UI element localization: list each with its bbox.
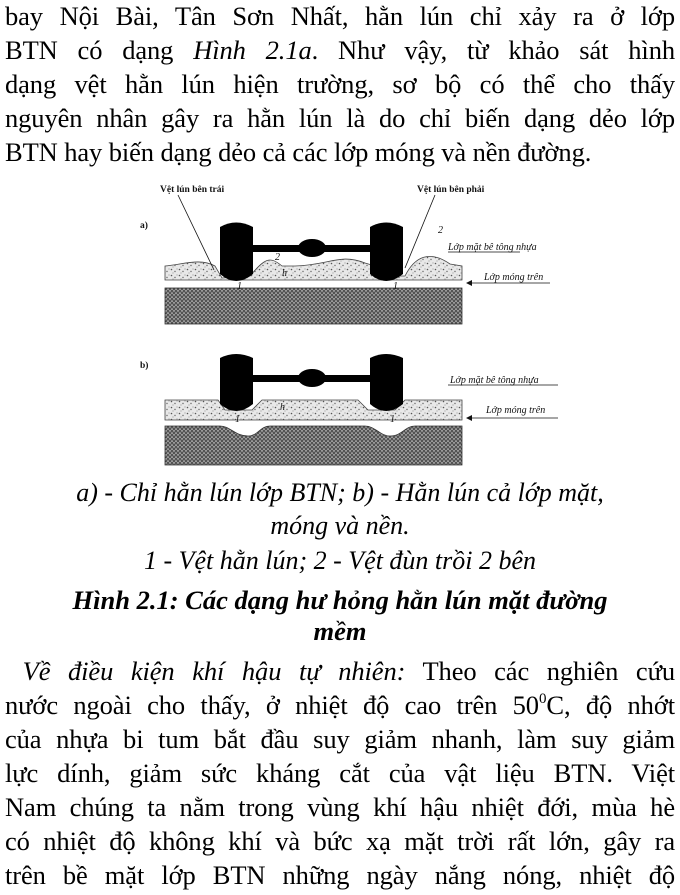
svg-text:1: 1	[390, 414, 395, 425]
right-rut-label: Vệt lún bên phải	[417, 185, 485, 195]
text-line: nước ngoài cho thấy, ở nhiệt độ cao trên $50^0C$, độ nhớt	[5, 690, 675, 720]
svg-text:h: h	[282, 268, 287, 279]
text-line: Nam chúng ta nằm trong vùng khí hậu nhiệt đới, mùa hè	[5, 792, 675, 822]
figure-title: Hình 2.1: Các dạng hư hỏng hằn lún mặt đường	[72, 585, 608, 615]
figure-reference: Hình 2.1a	[193, 35, 312, 65]
svg-text:h: h	[280, 402, 285, 413]
text-line: lực dính, giảm sức kháng cắt của vật liệu BTN. Việt	[5, 758, 675, 788]
figure-caption-line: a) - Chỉ hằn lún lớp BTN; b) - Hằn lún cả lớp mặt,	[76, 478, 604, 507]
text-line: nguyên nhân gây ra hằn lún là do chỉ biến dạng dẻo lớp	[5, 103, 675, 133]
paragraph-top	[5, 0, 675, 169]
text-line: của nhựa bi tum bắt đầu suy giảm nhanh, làm suy giảm	[5, 724, 675, 754]
base-layer-label: Lớp móng trên	[484, 272, 544, 283]
svg-text:1: 1	[237, 281, 242, 292]
rutting-diagram	[130, 178, 560, 468]
panel-a	[140, 185, 550, 324]
svg-text:1: 1	[235, 414, 240, 425]
surface-layer-label: Lớp mặt bê tông nhựa	[448, 242, 537, 253]
left-rut-label: Vệt lún bên trái	[160, 185, 225, 195]
text-line: trên bề mặt lớp BTN những ngày nắng nóng, nhiệt độ	[5, 860, 675, 890]
figure-caption-line: móng và nền.	[270, 511, 410, 540]
text-line: BTN hay biến dạng dẻo cả các lớp móng và nền đường.	[5, 137, 592, 167]
base-layer-label-b: Lớp móng trên	[486, 405, 546, 416]
surface-layer-label-b: Lớp mặt bê tông nhựa	[450, 375, 539, 386]
text-line: Về điều kiện khí hậu tự nhiên: Theo các nghiên cứu	[22, 656, 675, 686]
paragraph-bottom	[5, 654, 675, 892]
svg-text:2: 2	[275, 252, 280, 263]
text-line: BTN có dạng Hình 2.1a. Như vậy, từ khảo sát hình	[5, 35, 675, 65]
text-line: dạng vệt hằn lún hiện trường, sơ bộ có thể cho thấy	[5, 69, 675, 99]
panel-b	[140, 354, 558, 465]
section-lead-in: Về điều kiện khí hậu tự nhiên:	[22, 656, 406, 686]
text-line: bay Nội Bài, Tân Sơn Nhất, hằn lún chỉ xảy ra ở lớp	[5, 1, 675, 31]
figure-title-continued: mềm	[313, 616, 367, 646]
text-line: có nhiệt độ không khí và bức xạ mặt trời rất lớn, gây ra	[5, 826, 675, 856]
svg-text:a): a)	[140, 221, 148, 231]
svg-text:1: 1	[393, 281, 398, 292]
figure-caption-legend: 1 - Vệt hằn lún; 2 - Vệt đùn trồi 2 bên	[143, 546, 537, 575]
svg-text:2: 2	[438, 225, 443, 236]
svg-text:b): b)	[140, 361, 149, 371]
